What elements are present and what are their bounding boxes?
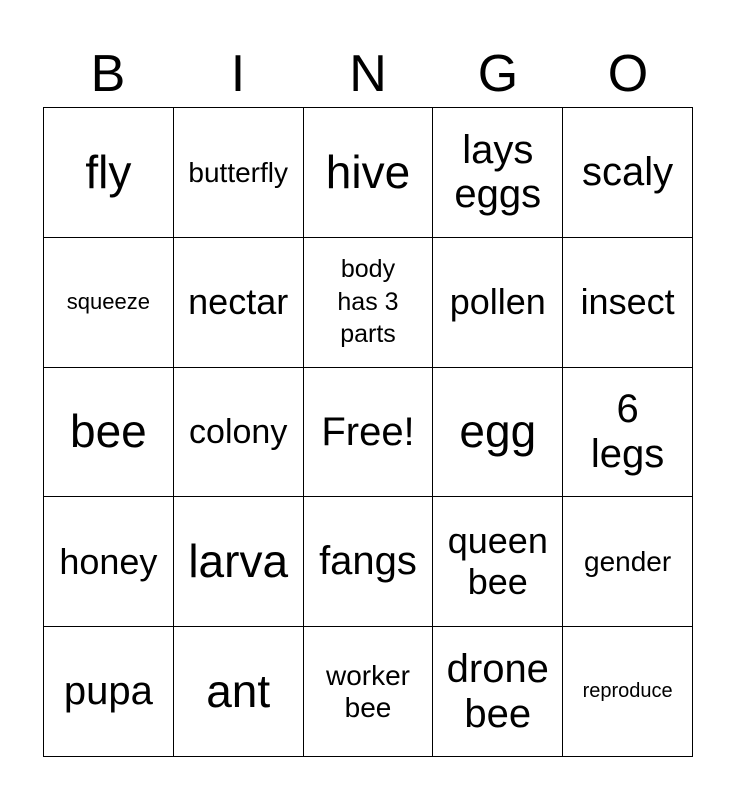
cell-label: pollen <box>449 281 546 323</box>
cell-label: squeeze <box>66 288 150 314</box>
cell-label: 6 legs <box>590 387 665 476</box>
bingo-cell-r3-c1[interactable] <box>44 368 174 498</box>
header-letter-o: O <box>607 45 649 103</box>
header-letter-i: I <box>230 45 246 103</box>
cell-label: queen bee <box>447 520 548 602</box>
cell-label: larva <box>188 535 289 588</box>
header-letter-g: G <box>477 45 519 103</box>
bingo-cell-r1-c5[interactable] <box>563 108 693 238</box>
bingo-cell-r5-c3[interactable] <box>304 627 434 757</box>
bingo-cell-r4-c3[interactable] <box>304 497 434 627</box>
bingo-cell-r1-c3[interactable] <box>304 108 434 238</box>
cell-label: pupa <box>63 669 153 714</box>
bingo-cell-r2-c5[interactable] <box>563 238 693 368</box>
cell-label: fangs <box>319 539 417 584</box>
bingo-cell-r5-c2[interactable] <box>174 627 304 757</box>
header-letter-n: N <box>349 45 387 103</box>
cell-label: honey <box>59 540 158 582</box>
bingo-cell-r2-c2[interactable] <box>174 238 304 368</box>
bingo-cell-r4-c2[interactable] <box>174 497 304 627</box>
bingo-cell-r2-c3[interactable] <box>304 238 434 368</box>
cell-label: scaly <box>582 150 674 194</box>
bingo-cell-r5-c5[interactable] <box>563 627 693 757</box>
bingo-card-grid <box>43 107 693 757</box>
cell-label: nectar <box>188 281 289 323</box>
bingo-cell-r1-c2[interactable] <box>174 108 304 238</box>
cell-label: egg <box>459 405 537 458</box>
free-space-label: Free! <box>321 409 415 454</box>
bingo-cell-r5-c4[interactable] <box>433 627 563 757</box>
cell-label: ant <box>206 664 271 717</box>
bingo-cell-r1-c1[interactable] <box>44 108 174 238</box>
cell-label: drone bee <box>446 646 549 736</box>
bingo-cell-r5-c1[interactable] <box>44 627 174 757</box>
cell-label: colony <box>189 412 288 451</box>
bingo-cell-r1-c4[interactable] <box>433 108 563 238</box>
bingo-cell-r2-c4[interactable] <box>433 238 563 368</box>
bingo-cell-r3-c4[interactable] <box>433 368 563 498</box>
cell-label: body has 3 parts <box>337 255 399 349</box>
bingo-cell-r4-c5[interactable] <box>563 497 693 627</box>
cell-label: lays eggs <box>454 127 542 217</box>
cell-label: worker bee <box>325 660 410 723</box>
cell-label: gender <box>584 546 672 578</box>
cell-label: fly <box>85 145 132 198</box>
bingo-cell-r4-c1[interactable] <box>44 497 174 627</box>
cell-label: insect <box>580 281 675 323</box>
header-letter-b: B <box>90 45 126 103</box>
cell-label: butterfly <box>188 156 288 188</box>
cell-label: reproduce <box>582 680 673 703</box>
cell-label: bee <box>70 405 147 458</box>
bingo-cell-r3-c5[interactable] <box>563 368 693 498</box>
bingo-cell-free[interactable] <box>304 368 434 498</box>
bingo-header <box>43 40 693 108</box>
bingo-cell-r2-c1[interactable] <box>44 238 174 368</box>
cell-label: hive <box>325 145 411 198</box>
bingo-cell-r3-c2[interactable] <box>174 368 304 498</box>
bingo-cell-r4-c4[interactable] <box>433 497 563 627</box>
